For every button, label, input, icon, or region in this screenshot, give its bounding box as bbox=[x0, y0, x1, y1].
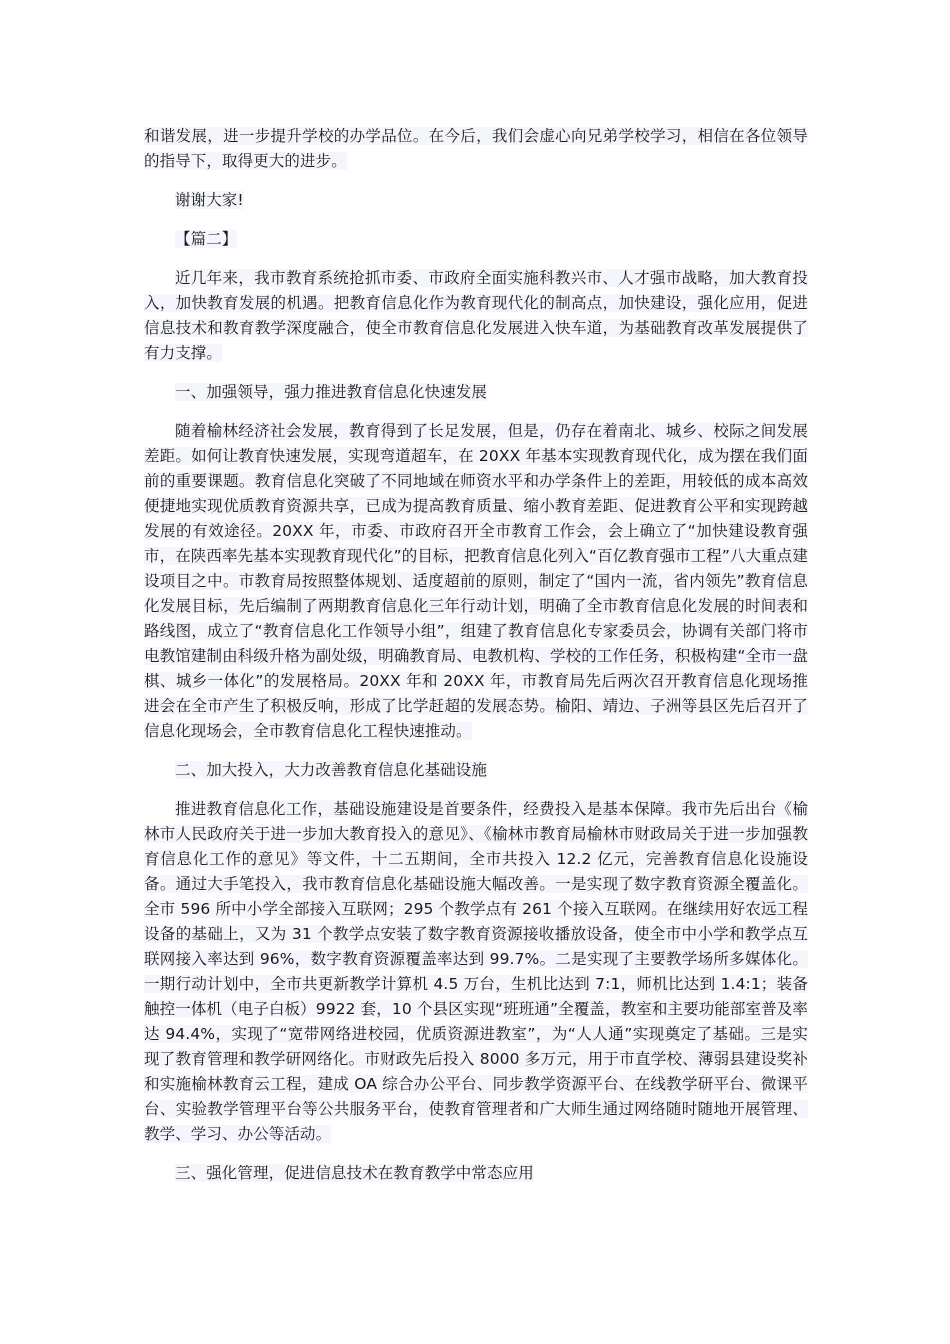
paragraph-text: 推进教育信息化工作，基础设施建设是首要条件，经费投入是基本保障。我市先后出台《榆林市人民政府关于进一步加大教育投入的意见》、《榆林市教育局榆林市财政局关于进一步加强教育信息化工作的意见》等文件，十二五期间，全市共投入 12.2 亿元，完善教育信息化设施设备。通过大手笔投入，我市教育信息化基础设施大幅改善。一是实现了数字教育资源全覆盖化。全市 596 所中小学全部接入互联网；295 个教学点有 261 个接入互联网。在继续用好农远工程设备的基础上，又为 31 个教学点安装了数字教育资源接收播放设备，使全市中小学和教学点互联网接入率达到 96%，数字教育资源覆盖率达到 99.7%。二是实现了主要教学场所多媒体化。一期行动计划中，全市共更新教学计算机 4.5 万台，生机比达到 7:1，师机比达到 1.4:1；装备触控一体机（电子白板）9922 套，10 个县区实现“班班通”全覆盖，教室和主要功能部室普及率达 94.4%，实现了“宽带网络进校园，优质资源进教室”，为“人人通”实现奠定了基础。三是实现了教育管理和教学研网络化。市财政先后投入 8000 多万元，用于市直学校、薄弱县建设奖补和实施榆林教育云工程，建成 OA 综合办公平台、同步教学资源平台、在线教学研平台、微课平台、实验教学管理平台等公共服务平台，使教育管理者和广大师生通过网络随时随地开展管理、教学、学习、办公等活动。 bbox=[144, 800, 808, 1143]
section-marker-part-two bbox=[144, 227, 808, 252]
paragraph-text: 近几年来，我市教育系统抢抓市委、市政府全面实施科教兴市、人才强市战略，加大教育投入，加快教育发展的机遇。把教育信息化作为教育现代化的制高点，加快建设，强化应用，促进信息技术和教育教学深度融合，使全市教育信息化发展进入快车道，为基础教育改革发展提供了有力支撑。 bbox=[144, 269, 808, 362]
paragraph-text: 谢谢大家! bbox=[175, 191, 244, 209]
paragraph-closing-continuation bbox=[144, 124, 808, 174]
paragraph-section-one-body bbox=[144, 419, 808, 744]
heading-section-three bbox=[144, 1161, 808, 1186]
paragraph-thanks bbox=[144, 188, 808, 213]
paragraph-text: 和谐发展，进一步提升学校的办学品位。在今后，我们会虚心向兄弟学校学习，相信在各位领导的指导下，取得更大的进步。 bbox=[144, 127, 808, 170]
paragraph-section-two-body bbox=[144, 797, 808, 1147]
paragraph-text: 随着榆林经济社会发展，教育得到了长足发展，但是，仍存在着南北、城乡、校际之间发展差距。如何让教育快速发展，实现弯道超车，在 20XX 年基本实现教育现代化，成为摆在我们面前的重要课题。教育信息化突破了不同地域在师资水平和办学条件上的差距，用较低的成本高效便捷地实现优质教育资源共享，已成为提高教育质量、缩小教育差距、促进教育公平和实现跨越发展的有效途径。20XX 年，市委、市政府召开全市教育工作会，会上确立了“加快建设教育强市，在陕西率先基本实现教育现代化”的目标，把教育信息化列入“百亿教育强市工程”八大重点建设项目之中。市教育局按照整体规划、适度超前的原则，制定了“国内一流，省内领先”教育信息化发展目标，先后编制了两期教育信息化三年行动计划，明确了全市教育信息化发展的时间表和路线图，成立了“教育信息化工作领导小组”，组建了教育信息化专家委员会，协调有关部门将市电教馆建制由科级升格为副处级，明确教育局、电教机构、学校的工作任务，积极构建“全市一盘棋、城乡一体化”的发展格局。20XX 年和 20XX 年，市教育局先后两次召开教育信息化现场推进会在全市产生了积极反响，形成了比学赶超的发展态势。榆阳、靖边、子洲等县区先后召开了信息化现场会，全市教育信息化工程快速推动。 bbox=[144, 422, 808, 740]
document-body bbox=[144, 124, 808, 1200]
section-marker-text: 【篇二】 bbox=[175, 230, 238, 248]
heading-text: 一、加强领导，强力推进教育信息化快速发展 bbox=[175, 383, 488, 401]
paragraph-intro bbox=[144, 266, 808, 366]
heading-section-one bbox=[144, 380, 808, 405]
heading-text: 三、强化管理，促进信息技术在教育教学中常态应用 bbox=[175, 1164, 534, 1182]
heading-text: 二、加大投入，大力改善教育信息化基础设施 bbox=[175, 761, 488, 779]
heading-section-two bbox=[144, 758, 808, 783]
